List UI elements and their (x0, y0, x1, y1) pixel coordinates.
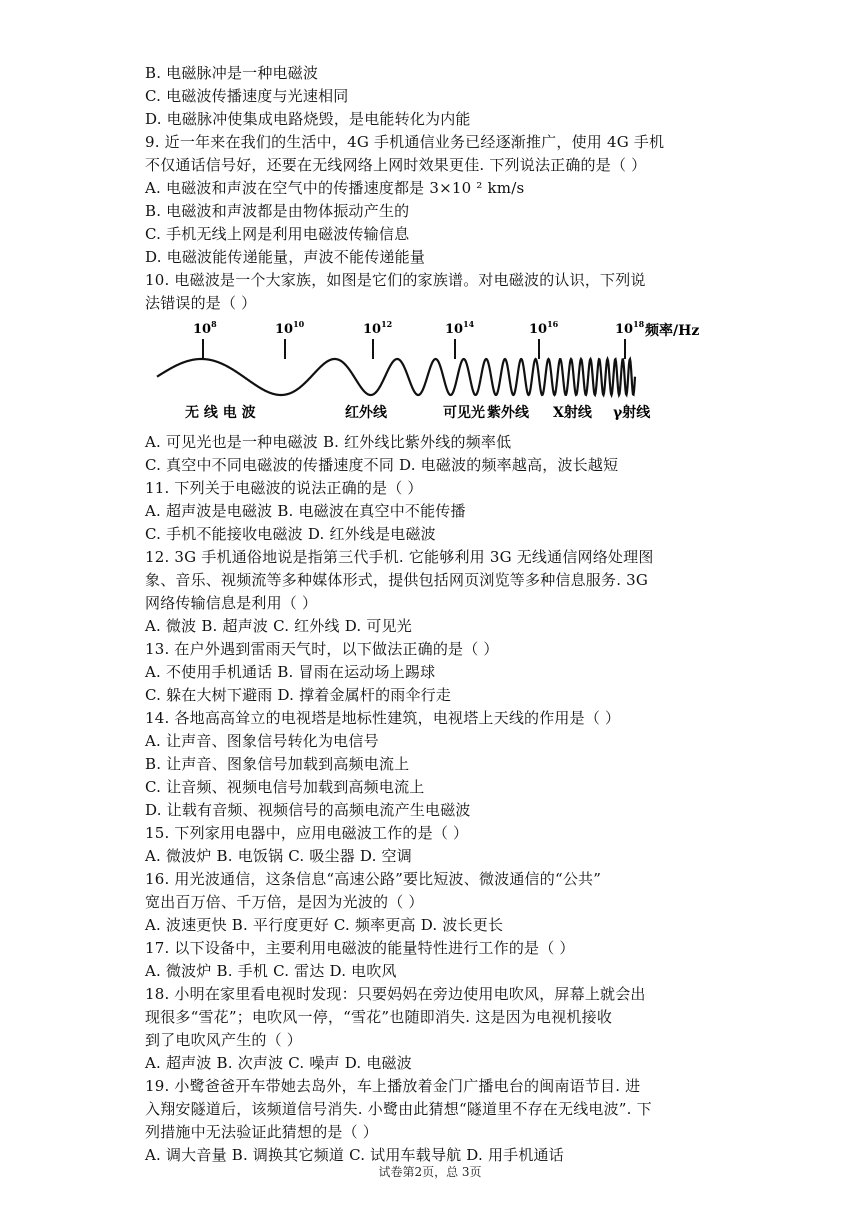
spectrum-band-label: 可见光 (443, 405, 485, 421)
text-line: 宽出百万倍、千万倍，是因为光波的（ ） (145, 893, 424, 911)
frequency-tick-label: $10^8$ (193, 319, 217, 337)
frequency-tick-label: $10^{10}$ (275, 319, 305, 337)
text-line: C. 电磁波传播速度与光速相同 (145, 87, 349, 105)
text-line: C. 手机不能接收电磁波 D. 红外线是电磁波 (145, 525, 436, 543)
question-text-top (145, 62, 725, 315)
em-wave-curve (157, 359, 635, 395)
text-line: 到了电吹风产生的（ ） (145, 1031, 302, 1049)
text-line: 象、音乐、视频流等多种媒体形式，提供包括网页浏览等多种信息服务. 3G (145, 571, 649, 589)
text-line: 入翔安隧道后，该频道信号消失. 小鹭由此猜想“隧道里不存在无线电波”. 下 (145, 1100, 652, 1118)
spectrum-band-label: 红外线 (345, 405, 387, 421)
text-line: C. 躲在大树下避雨 D. 撑着金属杆的雨伞行走 (145, 686, 452, 704)
spectrum-band-label: γ射线 (613, 405, 651, 421)
text-line: A. 可见光也是一种电磁波 B. 红外线比紫外线的频率低 (145, 433, 512, 451)
text-line: 现很多“雪花”；电吹风一停，“雪花”也随即消失. 这是因为电视机接收 (145, 1008, 613, 1026)
em-spectrum-diagram (155, 317, 715, 431)
text-line: 11. 下列关于电磁波的说法正确的是（ ） (145, 479, 423, 497)
text-line: 18. 小明在家里看电视时发现：只要妈妈在旁边使用电吹风，屏幕上就会出 (145, 985, 646, 1003)
question-text-bottom (145, 431, 725, 1167)
text-line: A. 微波炉 B. 手机 C. 雷达 D. 电吹风 (145, 962, 397, 980)
frequency-unit-label: 频率/Hz (645, 323, 700, 339)
text-line: A. 微波炉 B. 电饭锅 C. 吸尘器 D. 空调 (145, 847, 412, 865)
text-line: 19. 小鹭爸爸开车带她去岛外，车上播放着金门广播电台的闽南语节目. 进 (145, 1077, 641, 1095)
text-line: 17. 以下设备中，主要利用电磁波的能量特性进行工作的是（ ） (145, 939, 575, 957)
text-line: 13. 在户外遇到雷雨天气时，以下做法正确的是（ ） (145, 640, 499, 658)
text-line: A. 让声音、图象信号转化为电信号 (145, 732, 379, 750)
text-line: 网络传输信息是利用（ ） (145, 594, 318, 612)
text-line: A. 不使用手机通话 B. 冒雨在运动场上踢球 (145, 663, 436, 681)
page-content (145, 62, 725, 1167)
page-footer: 试卷第2页，总 3页 (378, 1165, 482, 1179)
text-line: 12. 3G 手机通俗地说是指第三代手机. 它能够利用 3G 无线通信网络处理图 (145, 548, 654, 566)
frequency-tick-label: $10^{16}$ (529, 319, 559, 337)
text-line: 不仅通话信号好，还要在无线网络上网时效果更佳. 下列说法正确的是（ ） (145, 156, 647, 174)
spectrum-band-label: 紫外线 (487, 405, 529, 421)
text-line: A. 超声波是电磁波 B. 电磁波在真空中不能传播 (145, 502, 466, 520)
spectrum-band-label: 无 线 电 波 (185, 405, 256, 421)
em-spectrum-figure (145, 317, 725, 431)
text-line: 法错误的是（ ） (145, 294, 257, 312)
text-line: 16. 用光波通信，这条信息“高速公路”要比短波、微波通信的“公共” (145, 870, 602, 888)
text-line: D. 电磁波能传递能量，声波不能传递能量 (145, 248, 426, 266)
text-line: C. 让音频、视频电信号加载到高频电流上 (145, 778, 425, 796)
spectrum-band-label: X射线 (553, 405, 592, 421)
text-line: B. 电磁波和声波都是由物体振动产生的 (145, 202, 410, 220)
text-line: B. 让声音、图象信号加载到高频电流上 (145, 755, 410, 773)
text-line: A. 调大音量 B. 调换其它频道 C. 试用车载导航 D. 用手机通话 (145, 1146, 564, 1164)
text-line: B. 电磁脉冲是一种电磁波 (145, 64, 319, 82)
text-line: 14. 各地高高耸立的电视塔是地标性建筑，电视塔上天线的作用是（ ） (145, 709, 621, 727)
text-line: 15. 下列家用电器中，应用电磁波工作的是（ ） (145, 824, 469, 842)
frequency-tick-label: $10^{14}$ (445, 319, 475, 337)
text-line: C. 手机无线上网是利用电磁波传输信息 (145, 225, 410, 243)
frequency-tick-label: $10^{18}$ (615, 319, 645, 337)
text-line: A. 波速更快 B. 平行度更好 C. 频率更高 D. 波长更长 (145, 916, 504, 934)
frequency-tick-label: $10^{12}$ (363, 319, 393, 337)
text-line: D. 电磁脉冲使集成电路烧毁，是电能转化为内能 (145, 110, 471, 128)
text-line: A. 超声波 B. 次声波 C. 噪声 D. 电磁波 (145, 1054, 412, 1072)
text-line: C. 真空中不同电磁波的传播速度不同 D. 电磁波的频率越高，波长越短 (145, 456, 619, 474)
text-line: A. 电磁波和声波在空气中的传播速度都是 3×10 ² km/s (145, 179, 525, 197)
text-line: 列措施中无法验证此猜想的是（ ） (145, 1123, 378, 1141)
text-line: 9. 近一年来在我们的生活中，4G 手机通信业务已经逐渐推广，使用 4G 手机 (145, 133, 665, 151)
text-line: A. 微波 B. 超声波 C. 红外线 D. 可见光 (145, 617, 412, 635)
text-line: 10. 电磁波是一个大家族，如图是它们的家族谱。对电磁波的认识，下列说 (145, 271, 646, 289)
text-line: D. 让载有音频、视频信号的高频电流产生电磁波 (145, 801, 471, 819)
